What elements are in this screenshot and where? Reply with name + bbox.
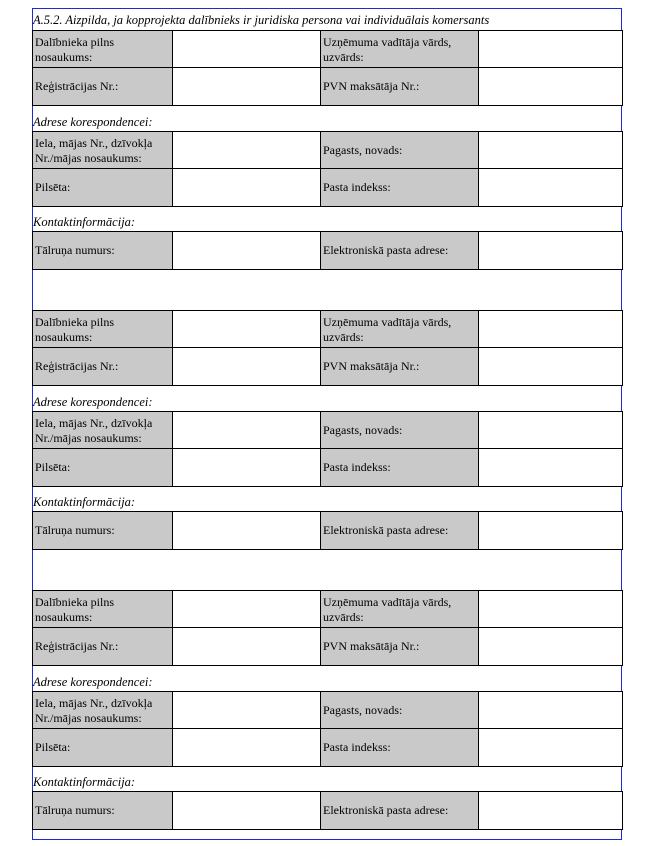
head-name-field[interactable] bbox=[479, 31, 623, 69]
phone-field[interactable] bbox=[173, 512, 321, 550]
street-field[interactable] bbox=[173, 412, 321, 450]
participant-1-contact-row bbox=[32, 231, 623, 270]
email-field[interactable] bbox=[479, 232, 623, 270]
vat-no-label: PVN maksātāja Nr.: bbox=[321, 348, 479, 386]
parish-label: Pagasts, novads: bbox=[321, 412, 479, 450]
contact-heading: Kontaktinformācija: bbox=[33, 775, 136, 789]
participant-3-reg-row bbox=[32, 627, 623, 666]
reg-no-label: Reģistrācijas Nr.: bbox=[33, 628, 173, 666]
email-field[interactable] bbox=[479, 512, 623, 550]
street-label: Iela, mājas Nr., dzīvokļa Nr./mājas nosaukums: bbox=[33, 692, 173, 730]
address-heading: Adrese korespondencei: bbox=[33, 115, 153, 129]
email-label: Elektroniskā pasta adrese: bbox=[321, 512, 479, 550]
postcode-label: Pasta indekss: bbox=[321, 729, 479, 767]
street-label: Iela, mājas Nr., dzīvokļa Nr./mājas nosaukums: bbox=[33, 132, 173, 170]
participant-name-label: Dalībnieka pilns nosaukums: bbox=[33, 311, 173, 349]
participant-name-field[interactable] bbox=[173, 311, 321, 349]
email-field[interactable] bbox=[479, 792, 623, 830]
vat-no-field[interactable] bbox=[479, 68, 623, 106]
participant-2-street-row bbox=[32, 411, 623, 450]
participant-3-contact-row bbox=[32, 791, 623, 830]
participant-1-city-row bbox=[32, 168, 623, 207]
phone-label: Tālruņa numurs: bbox=[33, 792, 173, 830]
participant-1-reg-row bbox=[32, 67, 623, 106]
address-heading: Adrese korespondencei: bbox=[33, 675, 153, 689]
participant-3-name-row bbox=[32, 590, 623, 629]
participant-name-field[interactable] bbox=[173, 31, 321, 69]
address-heading: Adrese korespondencei: bbox=[33, 395, 153, 409]
reg-no-field[interactable] bbox=[173, 628, 321, 666]
parish-field[interactable] bbox=[479, 132, 623, 170]
participant-3-city-row bbox=[32, 728, 623, 767]
contact-heading: Kontaktinformācija: bbox=[33, 495, 136, 509]
city-label: Pilsēta: bbox=[33, 449, 173, 487]
postcode-label: Pasta indekss: bbox=[321, 449, 479, 487]
head-name-label: Uzņēmuma vadītāja vārds, uzvārds: bbox=[321, 311, 479, 349]
parish-field[interactable] bbox=[479, 692, 623, 730]
contact-heading: Kontaktinformācija: bbox=[33, 215, 136, 229]
postcode-field[interactable] bbox=[479, 449, 623, 487]
participant-2-city-row bbox=[32, 448, 623, 487]
participant-1-name-row bbox=[32, 30, 623, 69]
city-label: Pilsēta: bbox=[33, 169, 173, 207]
head-name-label: Uzņēmuma vadītāja vārds, uzvārds: bbox=[321, 591, 479, 629]
head-name-field[interactable] bbox=[479, 311, 623, 349]
participant-name-field[interactable] bbox=[173, 591, 321, 629]
city-label: Pilsēta: bbox=[33, 729, 173, 767]
head-name-field[interactable] bbox=[479, 591, 623, 629]
reg-no-field[interactable] bbox=[173, 68, 321, 106]
participant-2-reg-row bbox=[32, 347, 623, 386]
city-field[interactable] bbox=[173, 449, 321, 487]
vat-no-label: PVN maksātāja Nr.: bbox=[321, 68, 479, 106]
email-label: Elektroniskā pasta adrese: bbox=[321, 232, 479, 270]
parish-label: Pagasts, novads: bbox=[321, 132, 479, 170]
parish-field[interactable] bbox=[479, 412, 623, 450]
postcode-field[interactable] bbox=[479, 729, 623, 767]
parish-label: Pagasts, novads: bbox=[321, 692, 479, 730]
vat-no-field[interactable] bbox=[479, 348, 623, 386]
phone-field[interactable] bbox=[173, 792, 321, 830]
form-title: A.5.2. Aizpilda, ja kopprojekta dalībnieks ir juridiska persona vai individuālais komersants bbox=[33, 13, 490, 27]
reg-no-label: Reģistrācijas Nr.: bbox=[33, 68, 173, 106]
postcode-label: Pasta indekss: bbox=[321, 169, 479, 207]
phone-label: Tālruņa numurs: bbox=[33, 512, 173, 550]
city-field[interactable] bbox=[173, 729, 321, 767]
street-label: Iela, mājas Nr., dzīvokļa Nr./mājas nosaukums: bbox=[33, 412, 173, 450]
phone-field[interactable] bbox=[173, 232, 321, 270]
reg-no-field[interactable] bbox=[173, 348, 321, 386]
city-field[interactable] bbox=[173, 169, 321, 207]
participant-3-street-row bbox=[32, 691, 623, 730]
participant-2-contact-row bbox=[32, 511, 623, 550]
postcode-field[interactable] bbox=[479, 169, 623, 207]
vat-no-label: PVN maksātāja Nr.: bbox=[321, 628, 479, 666]
participant-2-name-row bbox=[32, 310, 623, 349]
email-label: Elektroniskā pasta adrese: bbox=[321, 792, 479, 830]
participant-name-label: Dalībnieka pilns nosaukums: bbox=[33, 31, 173, 69]
head-name-label: Uzņēmuma vadītāja vārds, uzvārds: bbox=[321, 31, 479, 69]
reg-no-label: Reģistrācijas Nr.: bbox=[33, 348, 173, 386]
street-field[interactable] bbox=[173, 132, 321, 170]
participant-name-label: Dalībnieka pilns nosaukums: bbox=[33, 591, 173, 629]
street-field[interactable] bbox=[173, 692, 321, 730]
vat-no-field[interactable] bbox=[479, 628, 623, 666]
phone-label: Tālruņa numurs: bbox=[33, 232, 173, 270]
participant-1-street-row bbox=[32, 131, 623, 170]
